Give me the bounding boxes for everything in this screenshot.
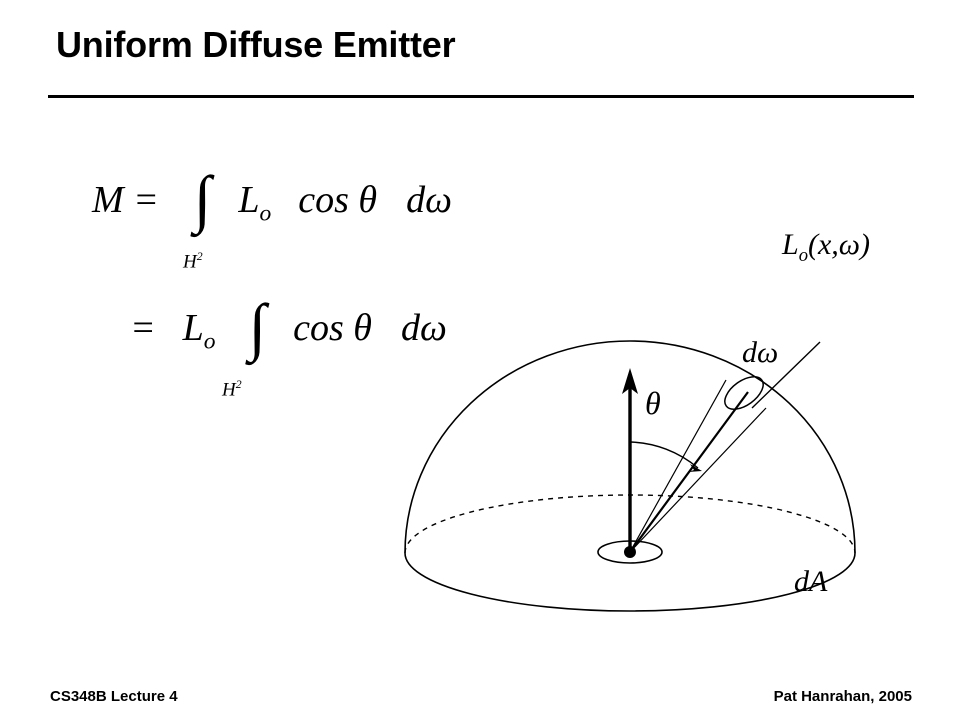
equation2-integral-domain: $H^2$	[222, 378, 242, 401]
footer-author: Pat Hanrahan, 2005	[773, 688, 912, 705]
title-divider	[48, 95, 914, 98]
theta-label: θ	[645, 385, 661, 421]
equation1-lhs: M =	[92, 179, 159, 221]
equation1-theta: θ	[358, 179, 378, 221]
equation2-radiance-subscript: o	[203, 328, 216, 355]
equation1-radiance: L	[238, 179, 260, 221]
equation2-differential: dω	[400, 307, 447, 349]
equation2-radiance: L	[182, 307, 204, 349]
solid-angle-patch	[719, 370, 769, 415]
equation2-lhs: =	[130, 307, 156, 349]
equation1-cos: cos	[298, 179, 349, 221]
equation1-radiance-subscript: o	[259, 200, 272, 227]
base-ellipse-front	[405, 553, 855, 611]
equation1-differential: dω	[406, 179, 452, 221]
hemisphere-diagram	[380, 320, 880, 650]
equation1-integral-sign: ∫	[193, 163, 212, 234]
area-label: dA	[794, 565, 828, 598]
equation1-integral-domain: $H^2$	[183, 250, 203, 273]
radiance-label: $L_o(x,\omega)$	[782, 228, 870, 266]
theta-arc	[630, 442, 698, 468]
equation2-cos: cos	[293, 307, 344, 349]
footer-lecture: CS348B Lecture 4	[50, 688, 178, 705]
solid-angle-label: dω	[742, 336, 779, 369]
page-title: Uniform Diffuse Emitter	[56, 24, 456, 65]
equation-line-1	[92, 163, 452, 234]
equation2-theta: θ	[353, 307, 372, 349]
surface-point-dot	[624, 546, 636, 558]
equation2-integral-sign: ∫	[248, 291, 267, 362]
